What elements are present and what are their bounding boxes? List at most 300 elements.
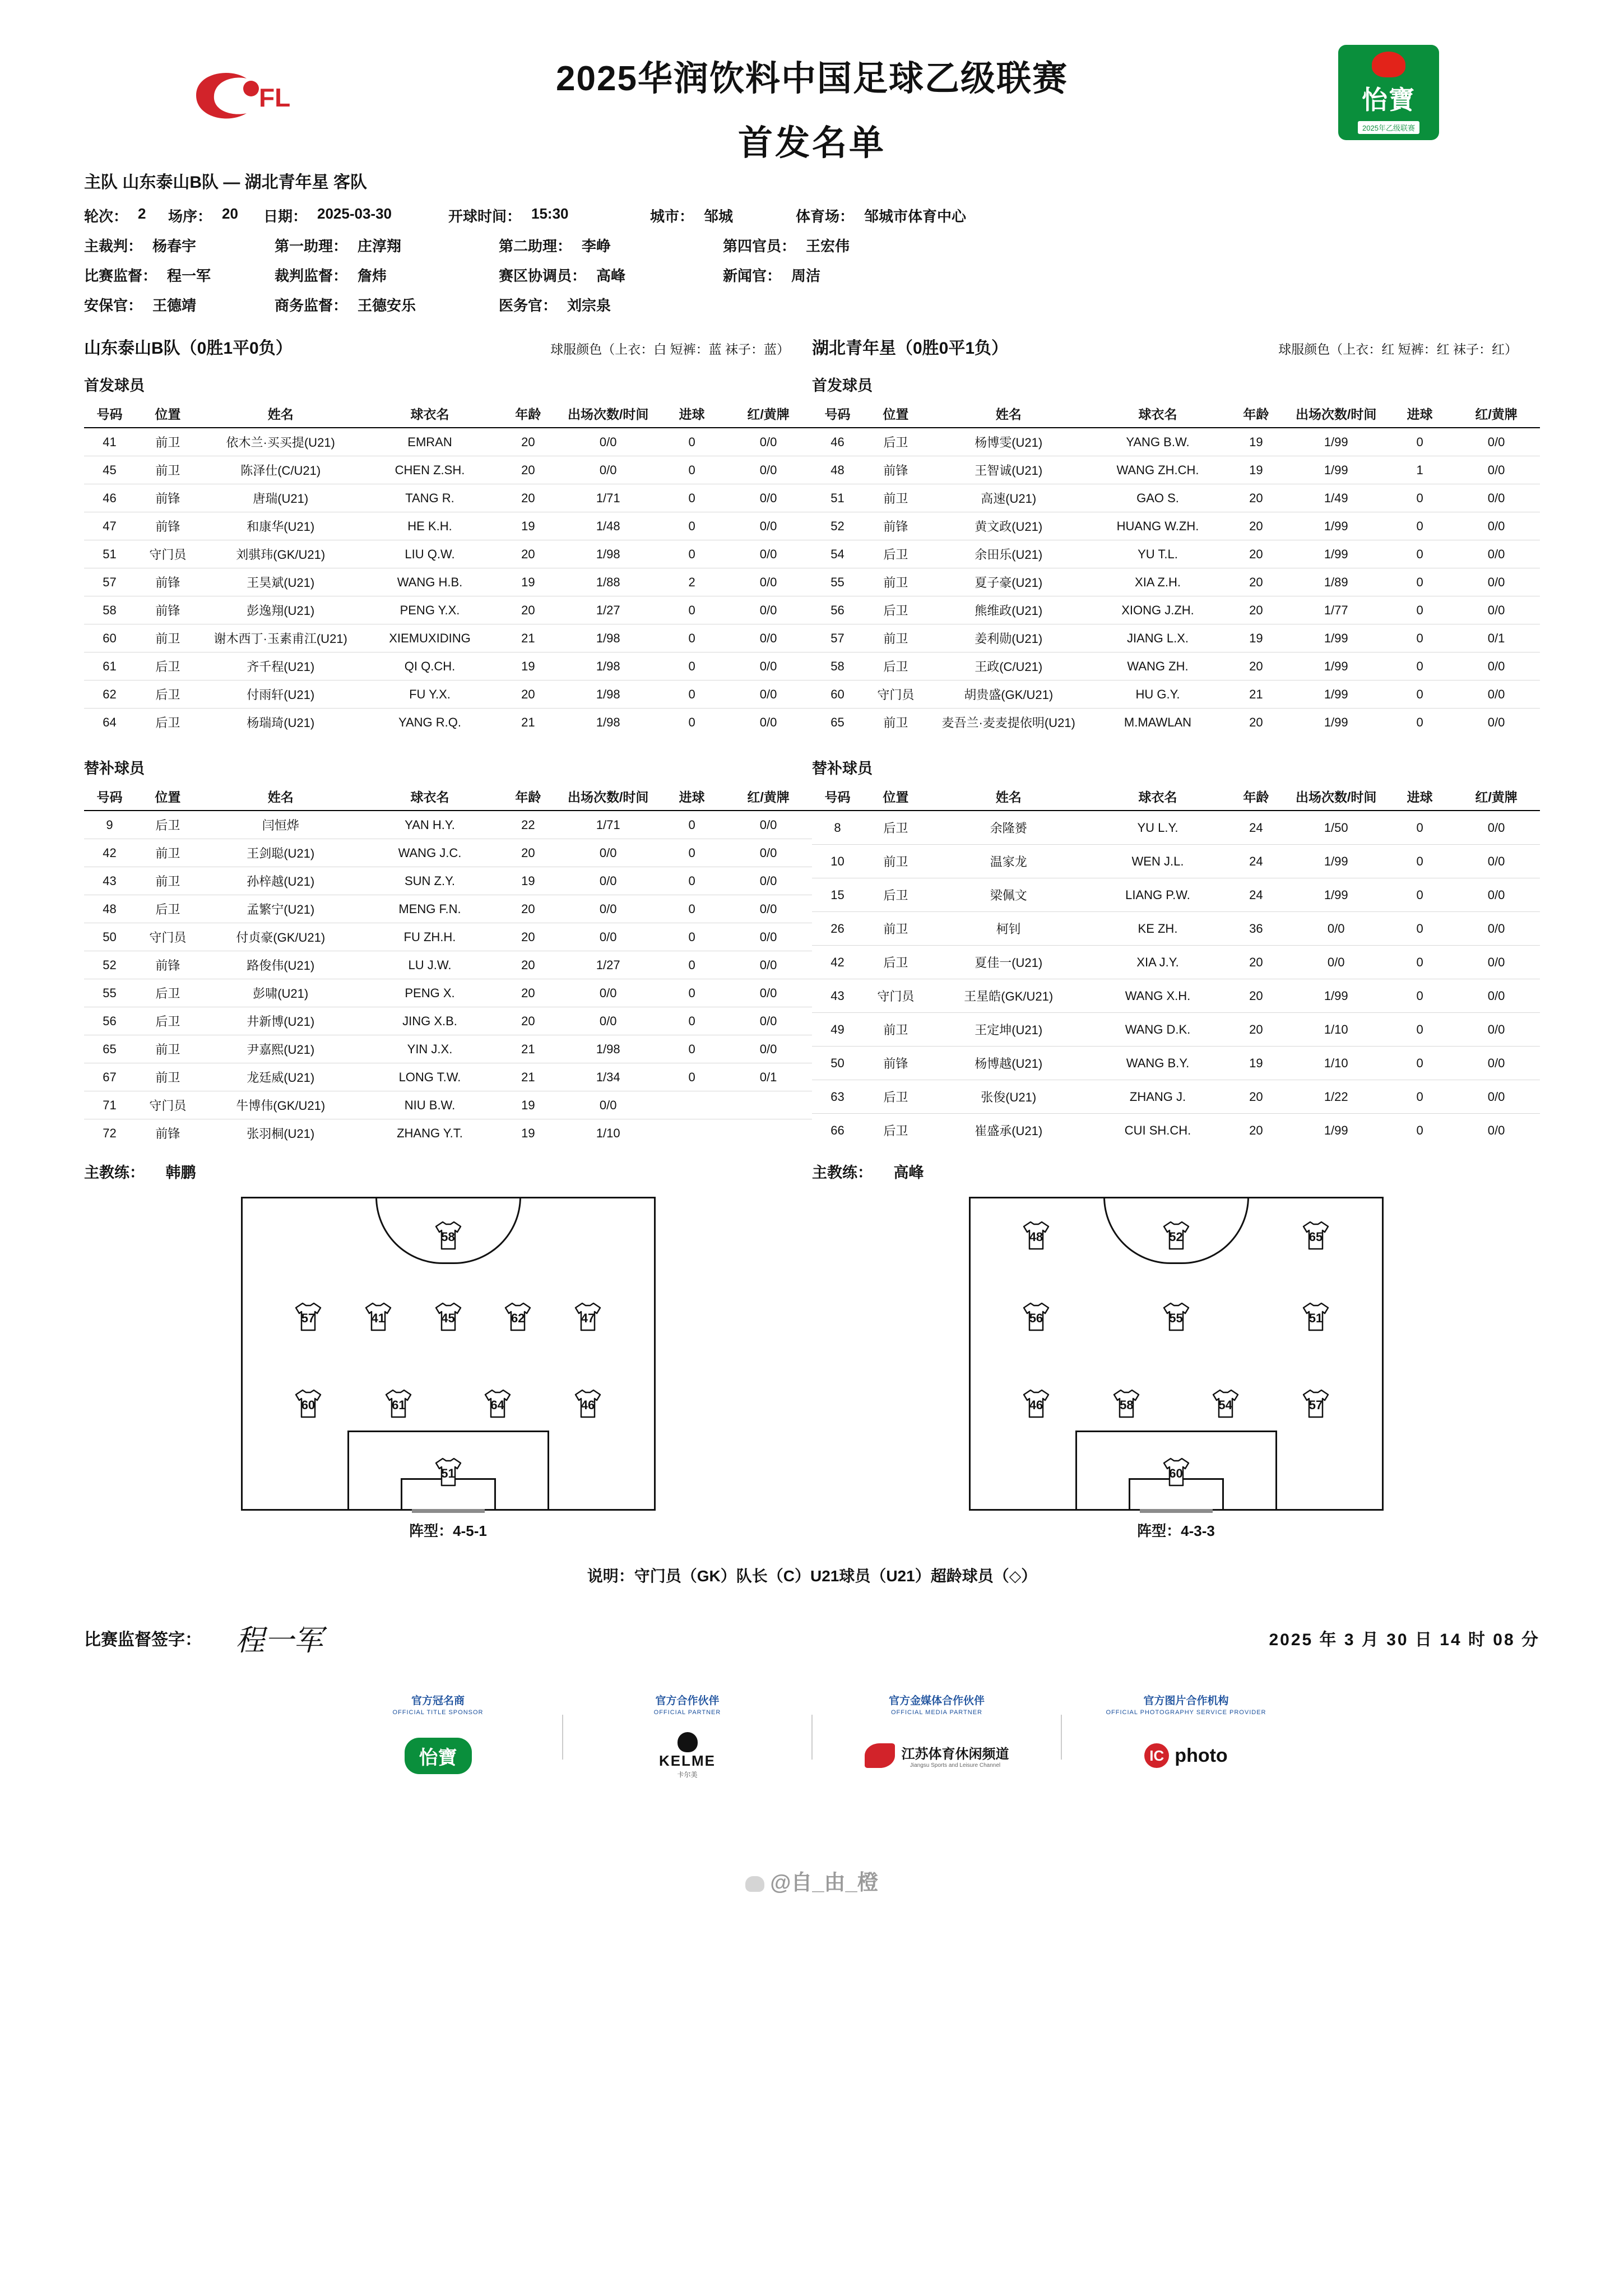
table-cell: 刘骐玮(GK/U21) [201, 540, 361, 568]
table-cell: 0/0 [725, 839, 812, 867]
table-cell [659, 1119, 725, 1147]
info-label: 医务官： [499, 297, 558, 314]
info-value: 詹炜 [358, 267, 387, 284]
table-cell: 杨博雯(U21) [929, 428, 1089, 456]
table-cell: 19 [1227, 624, 1285, 652]
table-cell: 谢木西丁·玉素甫江(U21) [201, 624, 361, 652]
table-cell: 15 [812, 878, 863, 912]
table-row [812, 912, 1540, 946]
player-shirt-number: 46 [581, 1397, 595, 1412]
table-cell: 路俊伟(U21) [201, 951, 361, 979]
table-cell: 51 [812, 484, 863, 512]
player-shirt-number: 51 [1309, 1311, 1323, 1325]
table-cell: 20 [1249, 1123, 1263, 1137]
table-row [84, 540, 812, 568]
table-cell: M.MAWLAN [1124, 715, 1192, 729]
table-cell: 前卫 [863, 1013, 929, 1047]
table-cell: 前卫 [135, 1035, 201, 1063]
sponsor-subtitle: OFFICIAL PARTNER [653, 1709, 721, 1716]
sponsor-subtitle: OFFICIAL PHOTOGRAPHY SERVICE PROVIDER [1106, 1709, 1266, 1716]
table-row [84, 979, 812, 1007]
info-field [84, 235, 275, 256]
table-cell: 47 [84, 512, 135, 540]
player-shirt-number: 61 [392, 1397, 406, 1412]
table-cell: 0/0 [1453, 946, 1540, 979]
table-cell: 0 [659, 540, 725, 568]
table-cell: 王昊斌(U21) [201, 568, 361, 596]
table-cell: 前锋 [135, 484, 201, 512]
table-cell: 21 [1227, 681, 1285, 709]
table-row [812, 1114, 1540, 1147]
table-cell: 20 [1249, 715, 1263, 729]
table-cell: 0 [659, 512, 725, 540]
table-cell: 0 [659, 867, 725, 895]
table-cell: 守门员 [863, 681, 929, 709]
info-value: 程一军 [167, 267, 211, 284]
table-cell: 1/22 [1285, 1080, 1387, 1114]
table-cell: 51 [84, 540, 135, 568]
table-cell: 闫恒烨 [201, 811, 361, 839]
table-cell: 0/0 [1453, 878, 1540, 912]
info-value: 15:30 [531, 205, 569, 222]
player-shirt-icon [570, 1388, 606, 1419]
table-cell: 陈泽仕(C/U21) [201, 456, 361, 484]
away-starters-title: 首发球员 [812, 377, 873, 394]
table-cell: 71 [84, 1091, 135, 1119]
signature-label: 比赛监督签字： [84, 1630, 202, 1649]
player-shirt-number: 46 [1029, 1397, 1043, 1412]
table-cell: 20 [1227, 568, 1285, 596]
table-cell: 64 [103, 715, 117, 729]
table-cell: YU L.Y. [1089, 811, 1227, 845]
player-shirt-number: 52 [1169, 1230, 1183, 1244]
table-cell: 24 [1227, 811, 1285, 845]
player-shirt-number: 60 [301, 1397, 315, 1412]
sponsor-block [314, 1692, 562, 1781]
table-cell: 0 [659, 1007, 725, 1035]
table-cell: 崔盛承(U21) [975, 1124, 1043, 1138]
table-cell: 54 [812, 540, 863, 568]
table-cell: 19 [499, 512, 557, 540]
table-cell: XIA Z.H. [1089, 568, 1227, 596]
table-cell: 0 [1387, 1013, 1453, 1047]
table-cell: YAN H.Y. [361, 811, 499, 839]
table-cell: 1/98 [557, 681, 659, 709]
table-cell: 守门员 [135, 923, 201, 951]
table-cell: 0 [659, 1063, 725, 1091]
table-cell: 后卫 [883, 1124, 908, 1138]
table-cell: 19 [1227, 428, 1285, 456]
column-header: 位置 [863, 783, 929, 811]
info-label: 主裁判： [84, 238, 143, 254]
info-label: 轮次： [84, 208, 128, 225]
table-cell: 温家龙 [929, 845, 1089, 878]
table-cell: 后卫 [863, 540, 929, 568]
table-row [812, 484, 1540, 512]
table-cell: CUI SH.CH. [1124, 1123, 1191, 1137]
signature-name: 程一军 [235, 1625, 323, 1657]
table-cell: 58 [812, 652, 863, 681]
player-shirt-icon [430, 1301, 466, 1332]
table-cell: 1/77 [1285, 596, 1387, 624]
table-cell: 后卫 [135, 681, 201, 709]
home-starters-title: 首发球员 [84, 377, 145, 394]
sponsor-block [1062, 1692, 1310, 1781]
player-shirt-icon [1298, 1388, 1334, 1419]
page-header [0, 0, 1624, 168]
table-cell: WANG H.B. [361, 568, 499, 596]
info-field [168, 205, 263, 226]
kelme-logo-text: KELME [659, 1752, 716, 1769]
player-shirt-icon [290, 1388, 326, 1419]
table-cell: 0 [1387, 568, 1453, 596]
table-cell: 0/0 [1453, 681, 1540, 709]
table-cell: 0/0 [1453, 456, 1540, 484]
table-cell: 20 [499, 839, 557, 867]
table-cell: 21 [499, 1063, 557, 1091]
info-label: 赛区协调员： [499, 267, 587, 284]
table-row [84, 923, 812, 951]
table-cell: 0/0 [725, 596, 812, 624]
sponsor-logo-icon [314, 1730, 562, 1781]
table-cell: 0/0 [1453, 1047, 1540, 1080]
player-shirt-number: 57 [1309, 1397, 1323, 1412]
table-row [812, 845, 1540, 878]
table-row [84, 484, 812, 512]
player-shirt-number: 54 [1218, 1397, 1232, 1412]
table-cell: 0/0 [725, 540, 812, 568]
table-cell: 20 [1227, 652, 1285, 681]
table-cell: 62 [84, 681, 135, 709]
away-coach [812, 1160, 1540, 1182]
table-cell: 后卫 [863, 428, 929, 456]
table-cell: 前卫 [863, 624, 929, 652]
table-cell: 尹嘉熙(U21) [201, 1035, 361, 1063]
match-info [84, 168, 1540, 315]
table-cell: 余田乐(U21) [929, 540, 1089, 568]
table-cell: SUN Z.Y. [361, 867, 499, 895]
info-label: 第二助理： [499, 238, 572, 254]
table-row [812, 596, 1540, 624]
table-cell: YANG R.Q. [398, 715, 462, 729]
player-shirt-icon [1108, 1388, 1144, 1419]
table-cell: 0/0 [725, 456, 812, 484]
info-field [275, 235, 499, 256]
table-cell: 65 [84, 1035, 135, 1063]
table-cell: 1/98 [557, 1035, 659, 1063]
table-header-row [812, 783, 1540, 811]
table-cell: 1/99 [1285, 878, 1387, 912]
player-shirt-icon [1158, 1456, 1194, 1488]
table-cell: 0/0 [1453, 512, 1540, 540]
table-cell: NIU B.W. [361, 1091, 499, 1119]
table-row [812, 512, 1540, 540]
player-shirt-number: 58 [1120, 1397, 1134, 1412]
player-shirt-icon [430, 1220, 466, 1251]
table-cell: QI Q.CH. [361, 652, 499, 681]
jssport-mark-icon [865, 1743, 895, 1768]
table-cell: PENG Y.X. [361, 596, 499, 624]
table-cell: 1/99 [1324, 1123, 1348, 1137]
info-row [84, 265, 1540, 285]
table-row [84, 709, 812, 737]
table-cell: 1 [1387, 456, 1453, 484]
info-row [84, 205, 1540, 226]
table-cell: 夏子豪(U21) [929, 568, 1089, 596]
sponsor-logo-icon [563, 1730, 811, 1781]
table-cell: 付雨轩(U21) [201, 681, 361, 709]
table-cell [725, 1119, 812, 1147]
table-cell: 50 [812, 1047, 863, 1080]
table-cell: WANG B.Y. [1089, 1047, 1227, 1080]
table-cell: 48 [84, 895, 135, 923]
weibo-icon [745, 1876, 764, 1892]
info-field [796, 205, 966, 226]
table-cell: 后卫 [863, 946, 929, 979]
table-cell: FU ZH.H. [361, 923, 499, 951]
table-cell: 0/0 [725, 652, 812, 681]
table-cell: 后卫 [135, 1007, 201, 1035]
jssport-logo-text: 江苏体育休闲频道 [901, 1747, 1009, 1762]
table-cell: 19 [1227, 1047, 1285, 1080]
column-header: 出场次数/时间 [1285, 400, 1387, 428]
column-header: 号码 [84, 400, 135, 428]
table-cell: 67 [84, 1063, 135, 1091]
table-cell: 前卫 [863, 912, 929, 946]
table-cell: 0 [1416, 715, 1423, 729]
info-field [84, 205, 168, 226]
table-cell: 43 [812, 979, 863, 1013]
info-row [84, 294, 1540, 315]
away-team-name: 湖北青年星（0胜0平1负） [812, 339, 1009, 358]
table-cell: CHEN Z.SH. [361, 456, 499, 484]
table-cell: 0/0 [1453, 811, 1540, 845]
player-shirt-icon [1298, 1301, 1334, 1332]
table-cell: 熊维政(U21) [929, 596, 1089, 624]
table-row [812, 1080, 1540, 1114]
table-cell: 61 [84, 652, 135, 681]
table-cell: 0/0 [557, 1091, 659, 1119]
table-cell: LIU Q.W. [361, 540, 499, 568]
info-value: 20 [222, 205, 238, 222]
table-cell: 0/0 [557, 839, 659, 867]
info-value: 李峥 [582, 238, 611, 254]
info-row [84, 235, 1540, 256]
info-value: 王德靖 [152, 297, 197, 314]
table-cell: 0/0 [557, 867, 659, 895]
table-row [84, 1091, 812, 1119]
table-cell: 黄文政(U21) [929, 512, 1089, 540]
table-row [84, 1063, 812, 1091]
goal-line [1140, 1509, 1213, 1513]
table-cell: 王定坤(U21) [929, 1013, 1089, 1047]
table-cell: HUANG W.ZH. [1089, 512, 1227, 540]
table-cell: 后卫 [863, 878, 929, 912]
table-cell: 0 [1387, 428, 1453, 456]
column-header: 号码 [812, 400, 863, 428]
table-cell: 后卫 [155, 716, 180, 730]
table-cell: 49 [812, 1013, 863, 1047]
teams-line: 主队 山东泰山B队 — 湖北青年星 客队 [84, 173, 368, 192]
table-cell: 王星皓(GK/U21) [929, 979, 1089, 1013]
sponsor-title: 官方金媒体合作伙伴 [888, 1695, 985, 1707]
ic-mark-icon: IC [1144, 1743, 1169, 1768]
column-header: 出场次数/时间 [557, 400, 659, 428]
table-cell: 0 [659, 484, 725, 512]
info-value: 杨春宇 [152, 238, 197, 254]
column-header: 红/黄牌 [725, 400, 812, 428]
table-cell: 0 [659, 1035, 725, 1063]
home-formation-prefix: 阵型： [409, 1522, 453, 1539]
table-cell: 0 [1387, 878, 1453, 912]
sponsor-title: 官方图片合作机构 [1143, 1695, 1229, 1707]
home-formation-label [409, 1520, 487, 1540]
yibao-logo-icon [1338, 45, 1439, 140]
away-subs-title: 替补球员 [812, 760, 873, 777]
table-cell: 55 [812, 568, 863, 596]
table-cell: 守门员 [135, 1091, 201, 1119]
sponsor-block [813, 1692, 1061, 1781]
table-cell: LU J.W. [361, 951, 499, 979]
info-value: 高峰 [596, 267, 626, 284]
table-cell: 36 [1227, 912, 1285, 946]
table-cell: 1/71 [557, 811, 659, 839]
table-cell: 0 [659, 979, 725, 1007]
table-cell: 0 [1387, 596, 1453, 624]
sponsor-title: 官方合作伙伴 [655, 1695, 720, 1707]
table-cell: 20 [499, 979, 557, 1007]
column-header: 年龄 [499, 783, 557, 811]
table-cell: 20 [1227, 1080, 1285, 1114]
away-coach-label: 主教练： [812, 1164, 873, 1181]
table-cell: 0/0 [557, 428, 659, 456]
table-cell: 0/0 [557, 456, 659, 484]
table-cell: 1/98 [557, 652, 659, 681]
column-header: 进球 [659, 400, 725, 428]
table-cell: 前卫 [135, 428, 201, 456]
table-cell: 1/99 [1324, 715, 1348, 729]
table-cell: 前卫 [135, 867, 201, 895]
table-cell: 45 [84, 456, 135, 484]
info-label: 商务监督： [275, 297, 348, 314]
yibao-logo-text: 怡寶 [1362, 85, 1416, 114]
info-field [84, 265, 275, 285]
table-cell: 0/1 [1453, 624, 1540, 652]
table-cell: 1/99 [1285, 540, 1387, 568]
table-row [812, 568, 1540, 596]
table-cell: 0 [659, 624, 725, 652]
signature-row [84, 1617, 1540, 1659]
away-formation [812, 1197, 1540, 1540]
table-cell: 20 [499, 540, 557, 568]
table-cell: 0/0 [725, 979, 812, 1007]
column-header: 球衣名 [361, 783, 499, 811]
table-cell: 0 [1387, 540, 1453, 568]
away-team-header [812, 334, 1540, 359]
player-shirt-number: 45 [441, 1311, 455, 1325]
table-cell: 井新博(U21) [201, 1007, 361, 1035]
table-cell: 0/0 [1453, 1080, 1540, 1114]
table-cell: 张羽桐(U21) [247, 1127, 315, 1141]
table-cell: PENG X. [361, 979, 499, 1007]
table-row [84, 681, 812, 709]
table-cell: 0 [1387, 979, 1453, 1013]
info-label: 体育场： [796, 208, 855, 225]
table-cell: 20 [1227, 512, 1285, 540]
column-header: 年龄 [499, 400, 557, 428]
table-cell: 王剑聪(U21) [201, 839, 361, 867]
table-cell: WANG D.K. [1089, 1013, 1227, 1047]
table-cell: EMRAN [361, 428, 499, 456]
table-cell: WANG X.H. [1089, 979, 1227, 1013]
table-cell: 0/0 [1453, 540, 1540, 568]
table-row [84, 596, 812, 624]
table-cell: 前锋 [135, 568, 201, 596]
table-cell: 1/99 [1285, 428, 1387, 456]
info-label: 第一助理： [275, 238, 348, 254]
player-shirt-icon [1298, 1220, 1334, 1251]
column-header: 出场次数/时间 [1285, 783, 1387, 811]
away-starters-table [812, 400, 1540, 736]
table-cell: 0 [1387, 1080, 1453, 1114]
table-row [84, 568, 812, 596]
home-coach [84, 1160, 812, 1182]
starters-titles [84, 373, 1540, 395]
table-cell: 19 [499, 652, 557, 681]
column-header: 球衣名 [1089, 400, 1227, 428]
table-cell: 0/0 [1453, 484, 1540, 512]
table-cell: 彭啸(U21) [201, 979, 361, 1007]
table-cell: 0/0 [1453, 912, 1540, 946]
table-cell: 46 [812, 428, 863, 456]
table-cell: 1/48 [557, 512, 659, 540]
table-cell: 1/99 [1285, 845, 1387, 878]
table-cell: 42 [84, 839, 135, 867]
table-cell: 0/0 [725, 923, 812, 951]
table-cell: 20 [499, 596, 557, 624]
home-coach-name: 韩鹏 [165, 1164, 196, 1181]
player-shirt-number: 65 [1309, 1230, 1323, 1244]
column-header: 出场次数/时间 [557, 783, 659, 811]
paw-icon [678, 1732, 698, 1752]
column-header: 进球 [1387, 400, 1453, 428]
table-row [812, 652, 1540, 681]
table-cell: 0 [1387, 1047, 1453, 1080]
table-cell: 0/0 [725, 484, 812, 512]
table-cell: 0/0 [725, 681, 812, 709]
info-value: 邹城 [704, 208, 734, 225]
info-value: 周洁 [791, 267, 821, 284]
player-shirt-number: 48 [1029, 1230, 1043, 1244]
info-field [499, 265, 723, 285]
column-header: 位置 [135, 400, 201, 428]
table-cell: 0 [1416, 1123, 1423, 1137]
table-cell: 后卫 [135, 811, 201, 839]
table-cell: 60 [812, 681, 863, 709]
info-label: 比赛监督： [84, 267, 157, 284]
column-header: 姓名 [929, 783, 1089, 811]
table-cell: WANG J.C. [361, 839, 499, 867]
player-shirt-number: 41 [371, 1311, 385, 1325]
table-cell: 0/0 [1453, 596, 1540, 624]
table-cell: 19 [499, 568, 557, 596]
table-row [812, 1047, 1540, 1080]
home-kit-colors: 球服颜色（上衣：白 短裤：蓝 袜子：蓝） [550, 342, 790, 357]
table-cell: 依木兰·买买提(U21) [201, 428, 361, 456]
player-shirt-icon [381, 1388, 416, 1419]
column-header: 进球 [1387, 783, 1453, 811]
table-cell: TANG R. [361, 484, 499, 512]
